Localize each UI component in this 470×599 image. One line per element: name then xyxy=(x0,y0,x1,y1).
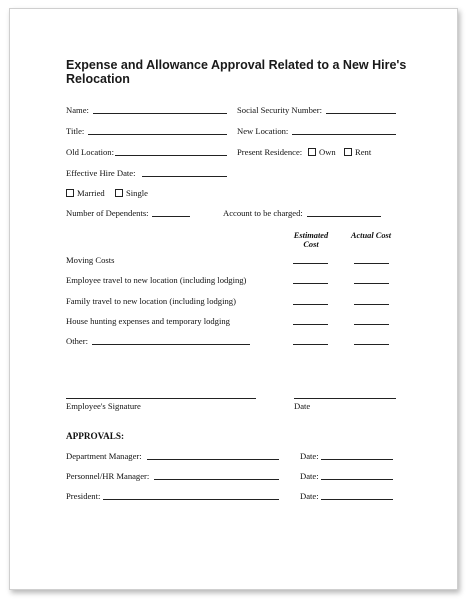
approval-department-manager-label: Department Manager: xyxy=(66,451,142,461)
employee-signature-field[interactable] xyxy=(66,398,256,399)
married-checkbox[interactable] xyxy=(66,189,74,197)
old-location-label: Old Location: xyxy=(66,147,114,157)
estimated-house-hunting-field[interactable] xyxy=(293,324,328,325)
rent-label: Rent xyxy=(355,147,372,157)
hr-manager-date-label: Date: xyxy=(300,471,319,481)
department-manager-date-field[interactable] xyxy=(321,459,393,460)
hr-manager-signature-field[interactable] xyxy=(154,479,279,480)
approval-president-label: President: xyxy=(66,491,101,501)
name-field[interactable] xyxy=(93,113,227,114)
approval-hr-manager-label: Personnel/HR Manager: xyxy=(66,471,150,481)
estimated-family-travel-field[interactable] xyxy=(293,304,328,305)
dependents-field[interactable] xyxy=(152,216,190,217)
present-residence-label: Present Residence: xyxy=(237,147,303,157)
name-label: Name: xyxy=(66,105,89,115)
hire-date-label: Effective Hire Date: xyxy=(66,168,136,178)
actual-family-travel-field[interactable] xyxy=(354,304,389,305)
estimated-other-field[interactable] xyxy=(293,344,328,345)
department-manager-signature-field[interactable] xyxy=(147,459,279,460)
signature-date-field[interactable] xyxy=(294,398,396,399)
estimated-header-line1: Estimated xyxy=(293,231,329,240)
old-location-field[interactable] xyxy=(115,155,227,156)
new-location-label: New Location: xyxy=(237,126,289,136)
form-page xyxy=(9,8,458,590)
rent-option[interactable] xyxy=(344,147,371,157)
hr-manager-date-field[interactable] xyxy=(321,479,393,480)
single-option[interactable] xyxy=(115,188,148,198)
own-checkbox[interactable] xyxy=(308,148,316,156)
estimated-employee-travel-field[interactable] xyxy=(293,283,328,284)
single-label: Single xyxy=(126,188,148,198)
cost-row-house-hunting: House hunting expenses and temporary lodging xyxy=(66,316,230,326)
new-location-field[interactable] xyxy=(292,134,396,135)
hire-date-field[interactable] xyxy=(142,176,227,177)
own-option[interactable] xyxy=(308,147,336,157)
title-field[interactable] xyxy=(88,134,227,135)
estimated-moving-field[interactable] xyxy=(293,263,328,264)
account-field[interactable] xyxy=(307,216,381,217)
form-title-line1: Expense and Allowance Approval Related to a New Hire's xyxy=(66,58,407,72)
other-description-field[interactable] xyxy=(92,344,250,345)
dependents-label: Number of Dependents: xyxy=(66,208,149,218)
married-label: Married xyxy=(77,188,105,198)
cost-row-family-travel: Family travel to new location (including lodging) xyxy=(66,296,236,306)
president-date-label: Date: xyxy=(300,491,319,501)
cost-row-employee-travel: Employee travel to new location (including lodging) xyxy=(66,275,247,285)
married-option[interactable] xyxy=(66,188,105,198)
estimated-header-line2: Cost xyxy=(303,240,319,249)
employee-signature-label: Employee's Signature xyxy=(66,401,141,411)
actual-moving-field[interactable] xyxy=(354,263,389,264)
president-signature-field[interactable] xyxy=(103,499,279,500)
actual-other-field[interactable] xyxy=(354,344,389,345)
ssn-field[interactable] xyxy=(326,113,396,114)
cost-row-other: Other: xyxy=(66,336,88,346)
approvals-heading: APPROVALS: xyxy=(66,431,125,441)
department-manager-date-label: Date: xyxy=(300,451,319,461)
rent-checkbox[interactable] xyxy=(344,148,352,156)
title-label: Title: xyxy=(66,126,85,136)
single-checkbox[interactable] xyxy=(115,189,123,197)
cost-row-moving: Moving Costs xyxy=(66,255,115,265)
form-title-line2: Relocation xyxy=(66,72,130,86)
president-date-field[interactable] xyxy=(321,499,393,500)
estimated-cost-header xyxy=(291,231,331,249)
signature-date-label: Date xyxy=(294,401,311,411)
form-title xyxy=(66,58,426,86)
own-label: Own xyxy=(319,147,336,157)
actual-cost-header: Actual Cost xyxy=(350,231,392,240)
ssn-label: Social Security Number: xyxy=(237,105,322,115)
account-label: Account to be charged: xyxy=(223,208,303,218)
actual-house-hunting-field[interactable] xyxy=(354,324,389,325)
actual-employee-travel-field[interactable] xyxy=(354,283,389,284)
